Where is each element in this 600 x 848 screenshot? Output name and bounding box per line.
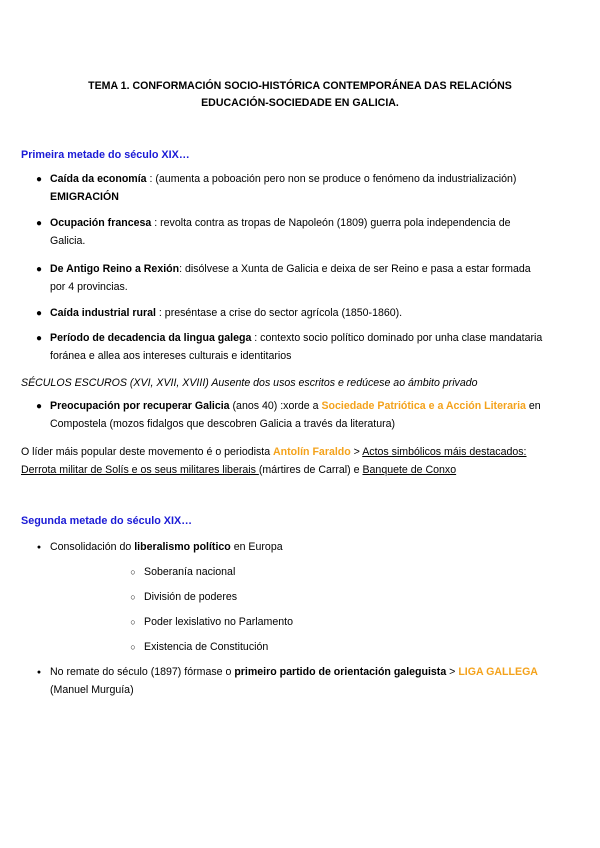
item-bold: De Antigo Reino a Rexión [50,263,180,275]
item-bold: primeiro partido de orientación galeguista [234,666,447,678]
sub-item-label: División de poderes [144,591,238,603]
seculos-prefix: SÉCULOS ESCUROS (XVI, XVII, XVIII) [21,377,209,389]
item-text: No remate do século (1897) fórmase o [50,666,235,678]
actos-simbolicos-underline: Actos simbólicos máis destacados: [362,446,527,458]
section-1-heading: Primeira metade do século XIX… [21,149,190,161]
bullet-icon: ● [35,308,43,319]
item-text-2: foránea e allea aos intereses culturais e identitarios [50,349,292,362]
bullet-icon: ● [36,669,42,676]
item-bold: Caída da economía [50,173,147,185]
item-bold: Período de decadencia da lingua galega [50,332,252,344]
item-bold: liberalismo político [134,541,231,553]
lider-paragraph [21,443,581,479]
item-text-2: Compostela (mozos fidalgos que descobren Galicia a través da literatura) [50,417,396,430]
item-text-2: por 4 provincias. [50,280,128,293]
document-title [40,78,560,112]
item-text: : revolta contra as tropas de Napoleón (1809) guerra pola independencia de [151,217,511,229]
title-line-2: EDUCACIÓN-SOCIEDADE EN GALICIA. [201,97,399,109]
bullet-icon: ● [35,174,43,185]
bullet-icon: ● [35,401,43,412]
circle-icon: ○ [130,567,136,577]
item-text: : disólvese a Xunta de Galicia e deixa de ser Reino e pasa a estar formada [179,263,531,275]
item-extra: EMIGRACIÓN [50,190,119,203]
seculos-escuros-line [21,374,581,392]
item-text-end: en Europa [230,541,283,553]
item-text-2: > [446,666,459,678]
bullet-icon: ● [35,218,43,229]
bullet-icon: ● [35,333,43,344]
sub-item-label: Poder lexislativo no Parlamento [144,616,293,628]
lider-text-1: O líder máis popular deste movemento é o periodista [21,446,274,458]
lider-text-3: (mártires de Carral) e [258,464,363,476]
sociedade-patriotica-highlight: Sociedade Patriótica e a Acción Literaria [321,400,526,412]
item-text: (anos 40) :xorde a [229,400,322,412]
circle-icon: ○ [130,642,136,652]
lider-text-2: > [350,446,363,458]
liga-gallega-highlight: LIGA GALLEGA [458,666,538,678]
item-text-end: en [525,400,541,412]
antolin-faraldo-highlight: Antolín Faraldo [273,446,351,458]
sub-item-label: Existencia de Constitución [144,641,269,653]
bullet-icon: ● [35,264,43,275]
seculos-rest: Ausente dos usos escritos e redúcese ao ámbito privado [208,377,478,389]
sub-item-label: Soberanía nacional [144,566,236,578]
item-text-line-2: (Manuel Murguía) [50,683,134,696]
circle-icon: ○ [130,592,136,602]
item-text: : preséntase a crise do sector agrícola (1850-1860). [155,307,403,319]
item-text-2: Galicia. [50,234,86,247]
item-bold: Ocupación francesa [50,217,152,229]
item-bold: Preocupación por recuperar Galicia [50,400,230,412]
item-text: Consolidación do [50,541,135,553]
derrota-militar-underline: Derrota militar de Solís e os seus militares liberais [21,464,259,476]
section-2-heading: Segunda metade do século XIX… [21,515,192,527]
item-bold: Caída industrial rural [50,307,156,319]
item-text: : contexto socio político dominado por unha clase mandataria [251,332,543,344]
circle-icon: ○ [130,617,136,627]
title-line-1: TEMA 1. CONFORMACIÓN SOCIO-HISTÓRICA CONTEMPORÁNEA DAS RELACIÓNS [88,80,512,92]
item-text: : (aumenta a poboación pero non se produce o fenómeno da industrialización) [146,173,517,185]
bullet-icon: ● [36,544,42,551]
banquete-conxo-underline: Banquete de Conxo [362,464,457,476]
